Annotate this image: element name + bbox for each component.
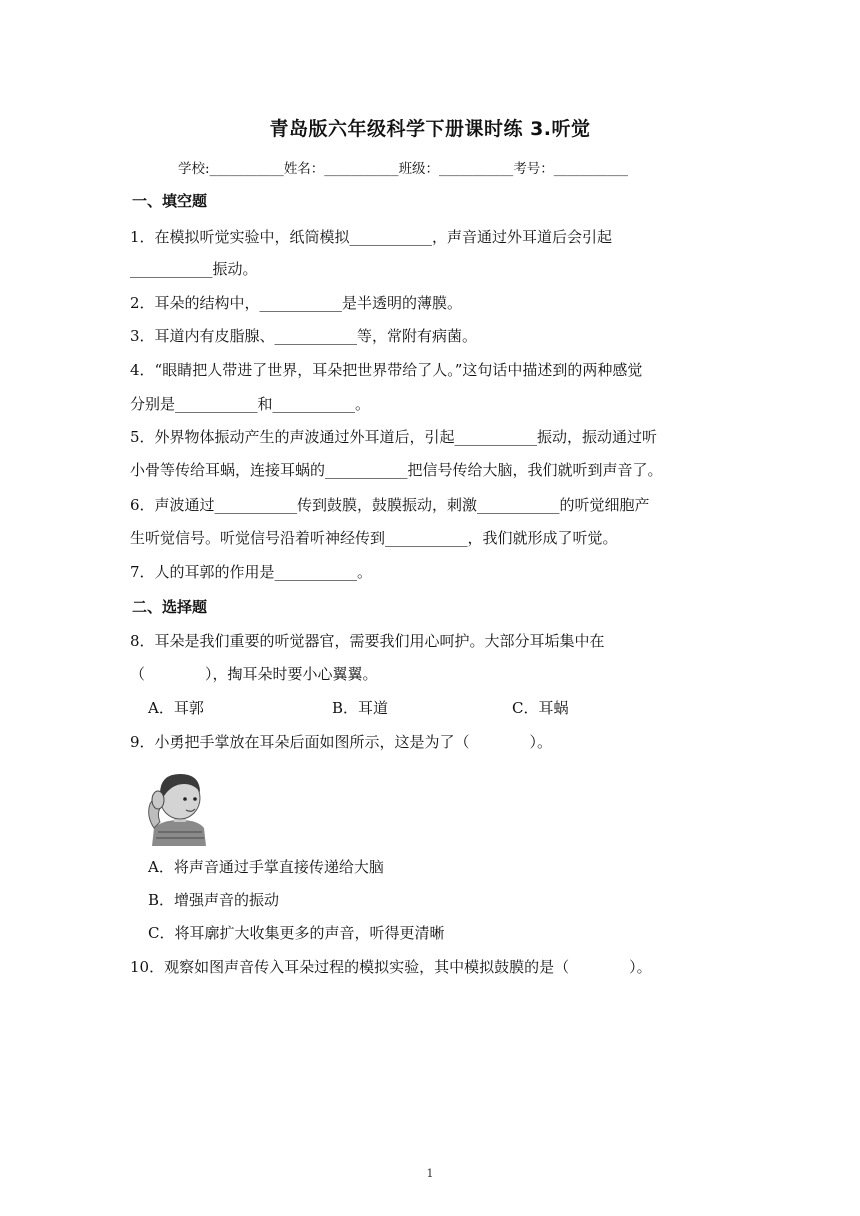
question-line: 5．外界物体振动产生的声波通过外耳道后，引起___________振动，振动通过听 (130, 428, 658, 446)
question-line: 3．耳道内有皮脂腺、___________等，常附有病菌。 (130, 327, 478, 345)
question-line: 分别是___________和___________。 (130, 395, 371, 413)
question-8-line: 8．耳朵是我们重要的听觉器官，需要我们用心呵护。大部分耳垢集中在 (130, 632, 605, 650)
question-9-option-c[interactable]: C．将耳廓扩大收集更多的声音，听得更清晰 (148, 924, 445, 942)
student-info-row (178, 157, 628, 177)
page-title: 青岛版六年级科学下册课时练 3.听觉 (269, 118, 591, 140)
option-b[interactable]: B．耳道 (332, 699, 389, 717)
option-c[interactable]: C．耳蜗 (512, 699, 569, 717)
question-line: 7．人的耳郭的作用是___________。 (130, 563, 373, 581)
question-8-line: （ ），掏耳朵时要小心翼翼。 (130, 665, 378, 683)
question-line: 4．“眼睛把人带进了世界，耳朵把世界带给了人。”这句话中描述到的两种感觉 (130, 361, 643, 379)
question-line: 1．在模拟听觉实验中，纸筒模拟___________，声音通过外耳道后会引起 (130, 228, 613, 246)
page-number: 1 (426, 1167, 434, 1180)
boy-hand-behind-ear-illustration (138, 766, 222, 846)
question-line: ___________振动。 (130, 260, 258, 278)
section-heading-multiple-choice: 二、选择题 (132, 598, 208, 616)
question-9-option-a[interactable]: A．将声音通过手掌直接传递给大脑 (148, 858, 384, 876)
school-field: 学校:___________ (178, 161, 284, 177)
exam-number-field: 考号：___________ (513, 161, 629, 177)
question-line: 小骨等传给耳蜗，连接耳蜗的___________把信号传给大脑，我们就听到声音了。 (130, 461, 663, 479)
question-line: 生听觉信号。听觉信号沿着听神经传到___________，我们就形成了听觉。 (130, 529, 618, 547)
class-field: 班级：___________ (398, 161, 514, 177)
question-line: 6．声波通过___________传到鼓膜，鼓膜振动，刺激___________的听觉细胞产 (130, 496, 650, 514)
question-9-line: 9．小勇把手掌放在耳朵后面如图所示，这是为了（ ）。 (130, 733, 553, 751)
name-field: 姓名：___________ (283, 161, 399, 177)
question-8-options (148, 697, 568, 718)
question-line: 2．耳朵的结构中，___________是半透明的薄膜。 (130, 294, 463, 312)
option-a[interactable]: A．耳郭 (148, 699, 204, 717)
question-9-option-b[interactable]: B．增强声音的振动 (148, 891, 280, 909)
section-heading-fill-blank: 一、填空题 (132, 192, 208, 210)
question-10-line: 10．观察如图声音传入耳朵过程的模拟实验，其中模拟鼓膜的是（ ）。 (130, 958, 652, 976)
